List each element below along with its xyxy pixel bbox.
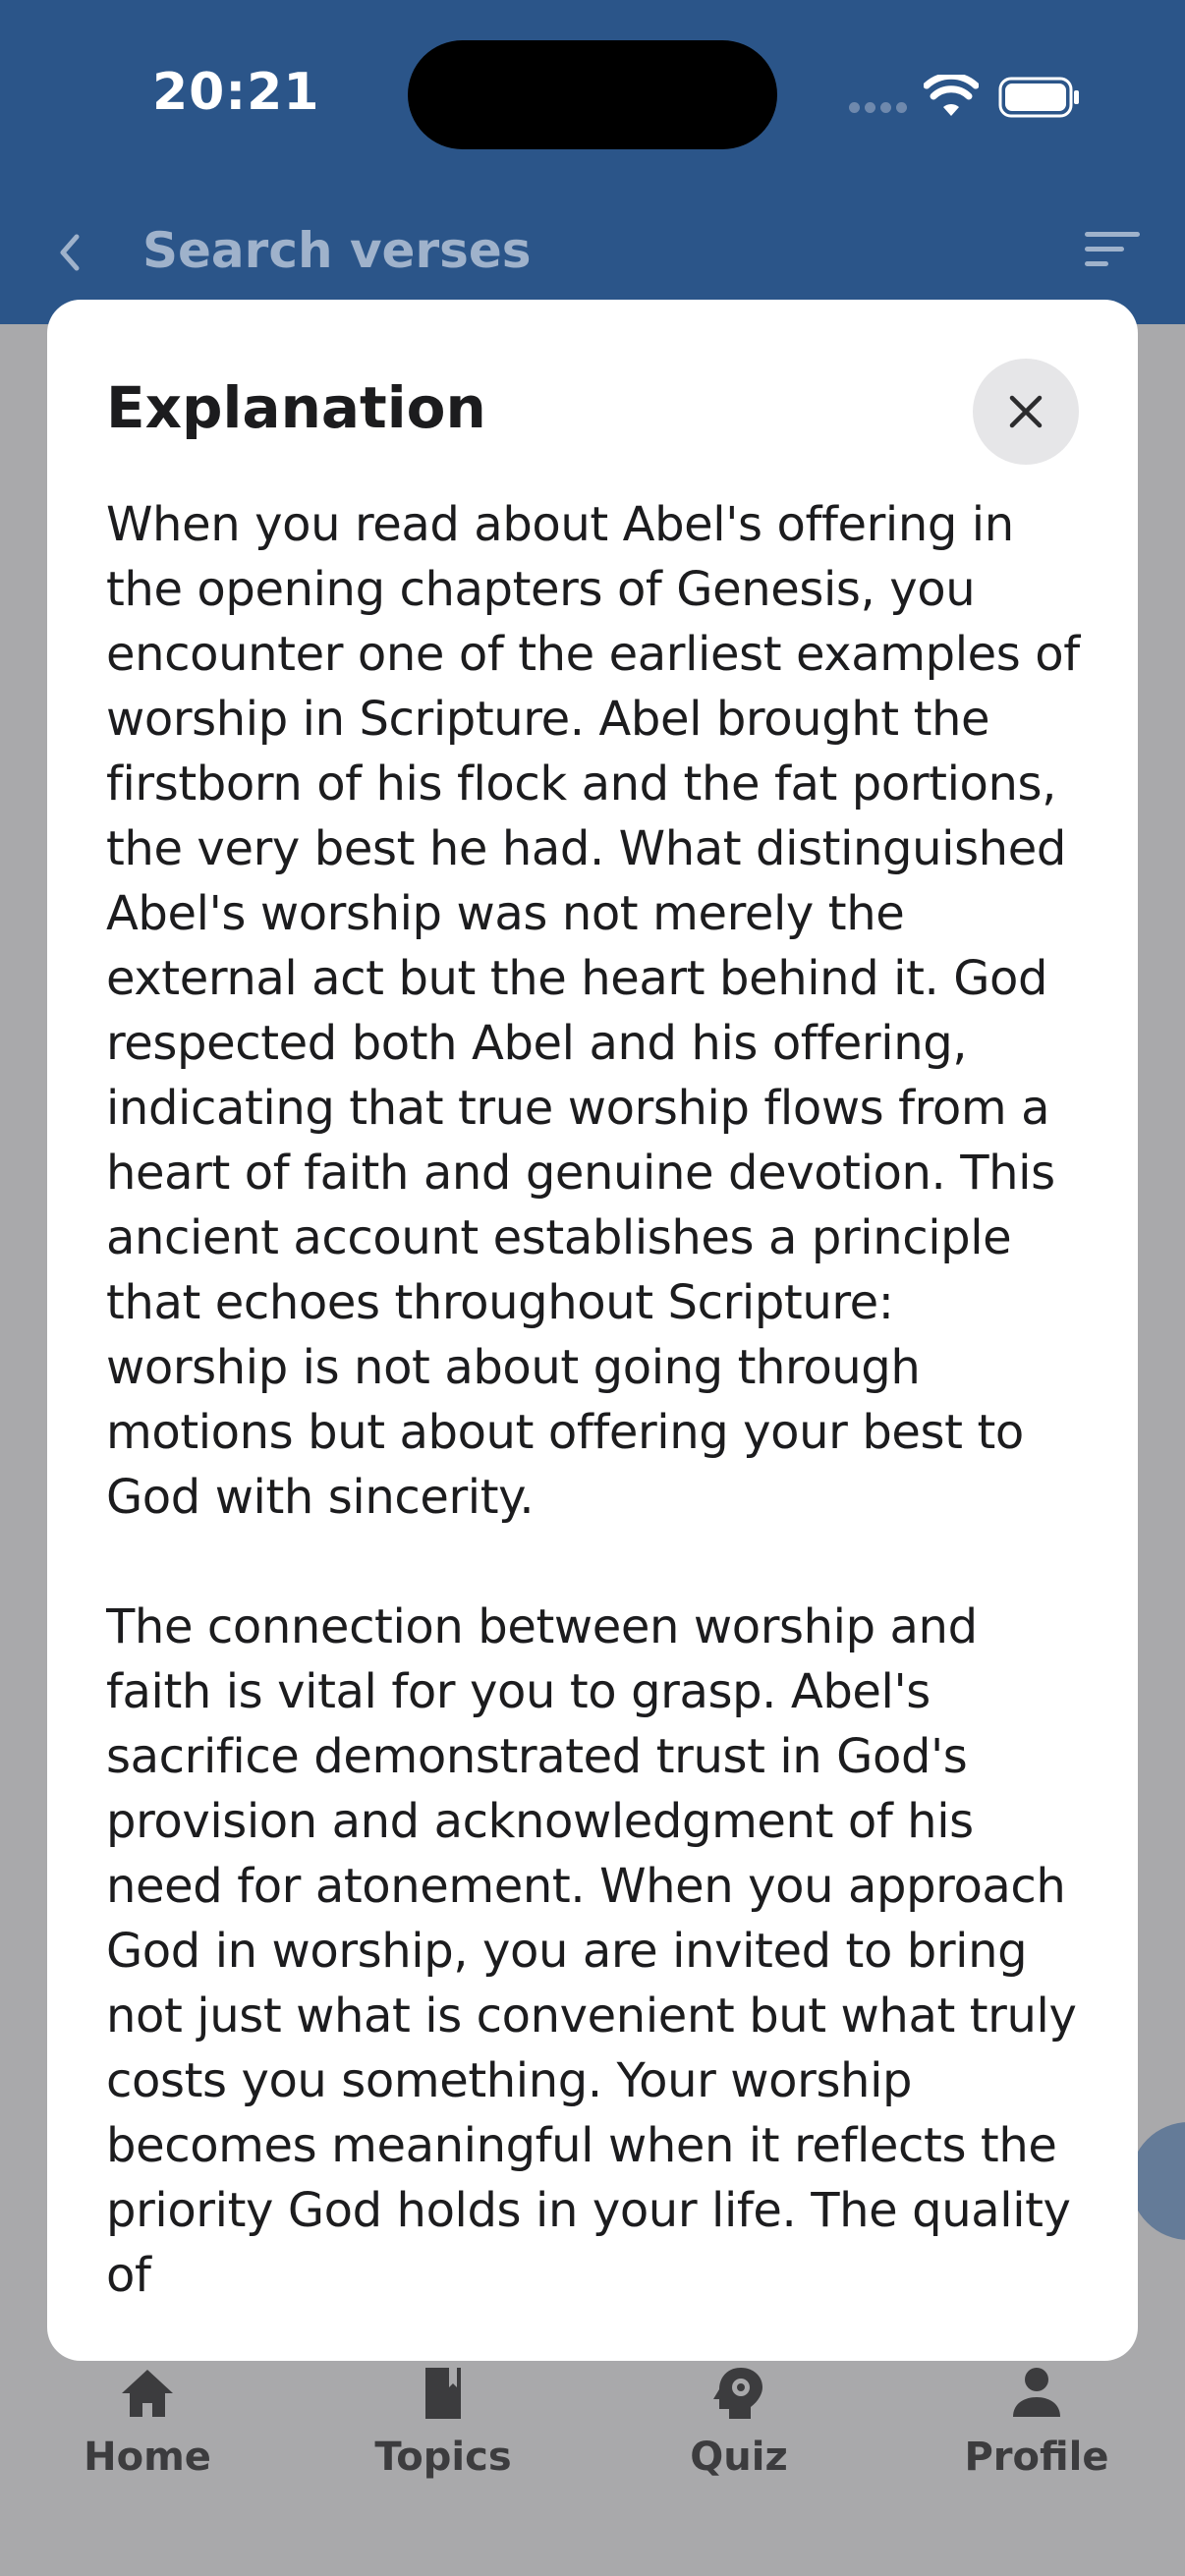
nav-item-home[interactable] [49,2362,246,2480]
home-icon [116,2362,179,2425]
explanation-modal [47,300,1138,2361]
nav-item-topics[interactable] [345,2362,541,2480]
nav-label-profile: Profile [964,2435,1109,2480]
signal-dots-icon [849,102,908,116]
dynamic-island [408,40,777,149]
head-gear-icon [707,2362,770,2425]
book-icon [412,2362,475,2425]
wifi-icon [924,75,979,118]
search-input[interactable]: Search verses [142,222,532,279]
bottom-navigation [0,2334,1185,2576]
close-button[interactable] [973,359,1079,465]
battery-icon [998,77,1081,118]
nav-item-quiz[interactable] [641,2362,837,2480]
status-time: 20:21 [152,63,320,122]
explanation-paragraph: The connection between worship and faith is vital for you to grasp. Abel's sacrifice demonstrated trust in God's provision and acknowledgment of his need for atonement. When you approach God in worship, you are invited to bring not just what is convenient but what truly costs you something. Your worship becomes meaningful when it reflects the priority God holds in your life. The quality of [106,1599,1077,2300]
status-bar [0,0,1185,196]
chevron-left-icon[interactable] [49,229,92,276]
modal-title: Explanation [106,374,486,441]
explanation-text[interactable] [106,492,1089,2300]
close-icon [1006,392,1045,431]
filter-lines-icon[interactable] [1081,228,1144,271]
nav-label-home: Home [84,2435,211,2480]
floating-action-button[interactable] [1130,2122,1185,2240]
nav-label-quiz: Quiz [690,2435,788,2480]
nav-label-topics: Topics [374,2435,512,2480]
nav-item-profile[interactable] [938,2362,1135,2480]
person-icon [1005,2362,1068,2425]
app-header [0,0,1185,324]
explanation-paragraph: When you read about Abel's offering in the opening chapters of Genesis, you encounter one of the earliest examples of worship in Scripture. Abel brought the firstborn of his flock and the fat portions, the very best he had. What distinguished Abel's worship was not merely the external act but the heart behind it. God respected both Abel and his offering, indicating that true worship flows from a heart of faith and genuine devotion. This ancient account establishes a principle that echoes throughout Scripture: worship is not about going through motions but about offering your best to God with sincerity. [106,497,1080,1525]
